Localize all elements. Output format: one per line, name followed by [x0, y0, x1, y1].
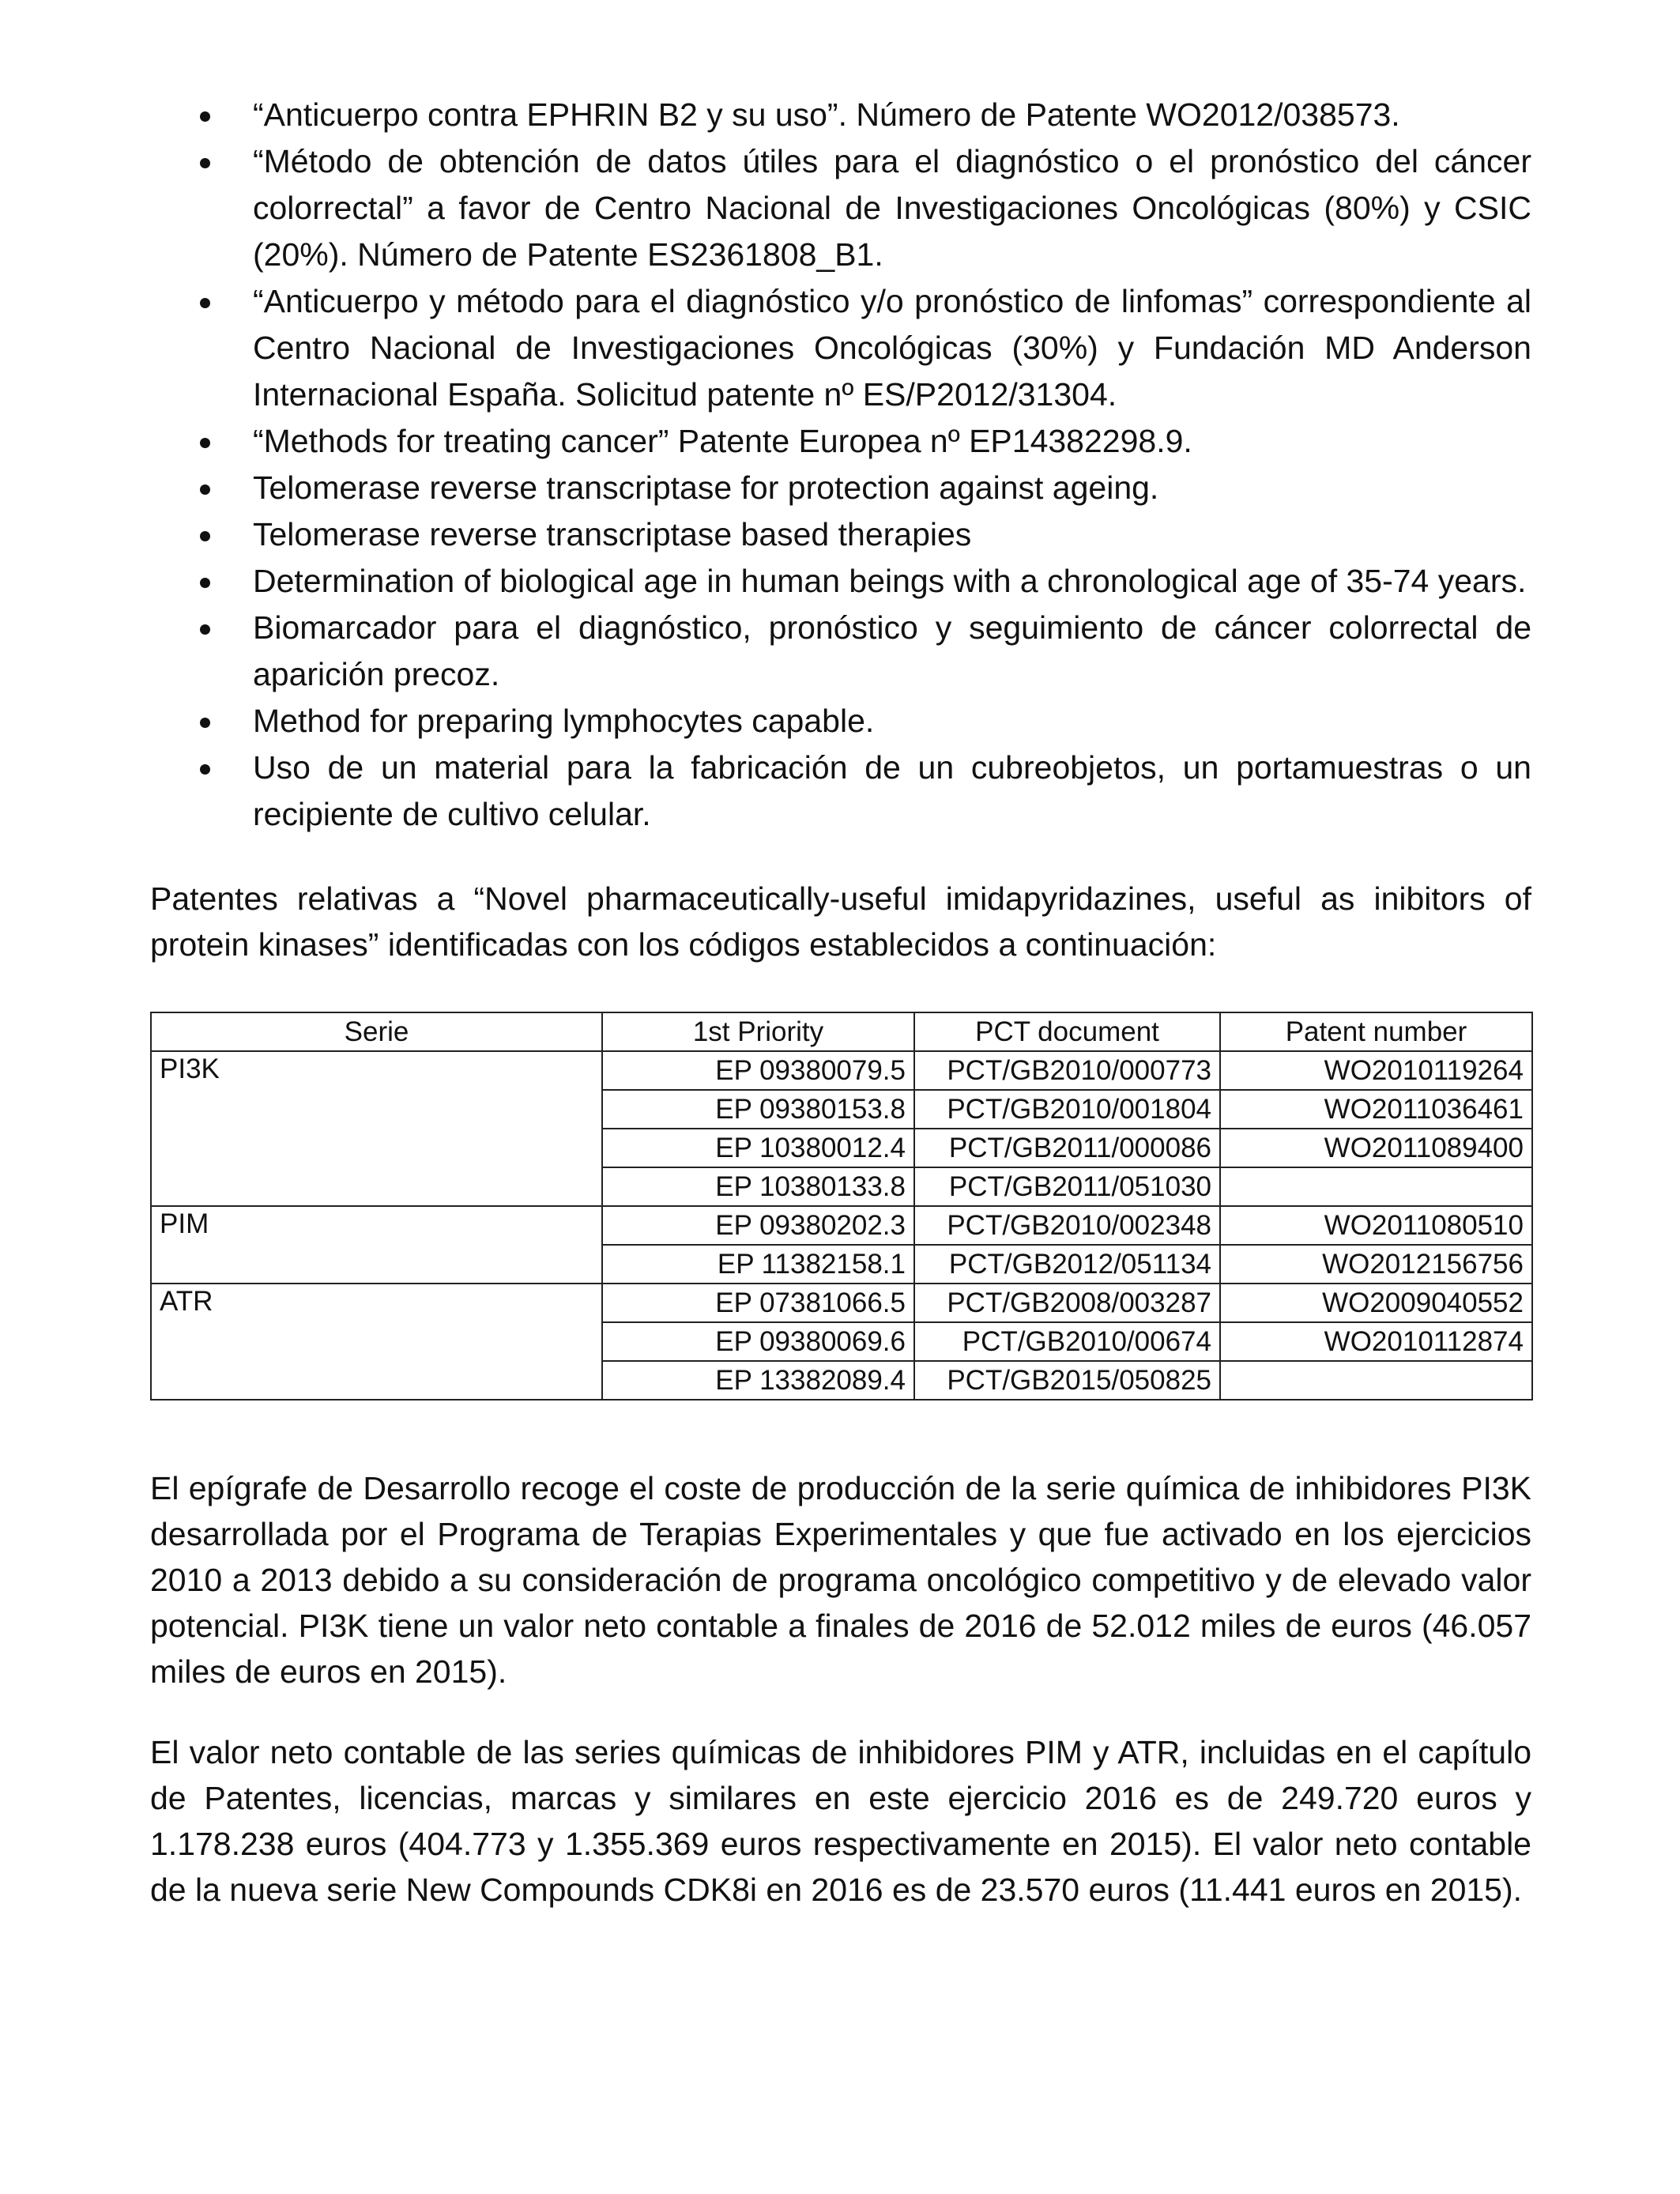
table-row	[151, 1206, 1532, 1245]
bullet-text: Telomerase reverse transcriptase for protection against ageing.	[253, 469, 1159, 506]
bullet-dot-icon	[200, 531, 210, 541]
pct-document-cell: PCT/GB2010/001804	[914, 1090, 1220, 1129]
bullet-dot-icon	[200, 438, 210, 448]
bullet-dot-icon	[200, 298, 210, 308]
table-body	[151, 1051, 1532, 1400]
bullet-dot-icon	[200, 111, 210, 122]
bullet-dot-icon	[200, 484, 210, 495]
pct-document-cell: PCT/GB2010/00674	[914, 1322, 1220, 1361]
priority-cell: EP 13382089.4	[602, 1361, 914, 1400]
priority-cell: EP 10380133.8	[602, 1167, 914, 1206]
bullet-text: “Método de obtención de datos útiles para el diagnóstico o el pronóstico del cáncer colorrectal” a favor de Centro Nacional de Investigaciones Oncológicas (80%) y CSIC (20%). Número de Patente ES2361808_B1.	[253, 143, 1531, 273]
bullet-item	[150, 465, 1531, 511]
priority-cell: EP 09380069.6	[602, 1322, 914, 1361]
bullet-item	[150, 745, 1531, 838]
patents-table	[150, 1012, 1533, 1400]
bullet-text: Determination of biological age in human beings with a chronological age of 35-74 years.	[253, 563, 1527, 599]
bullet-text: “Anticuerpo y método para el diagnóstico y/o pronóstico de linfomas” correspondiente al Centro Nacional de Investigaciones Oncológicas (30%) y Fundación MD Anderson Internacional España. Solicitud patente nº ES/P2012/31304.	[253, 283, 1531, 413]
patent-number-cell	[1220, 1361, 1532, 1400]
patent-number-cell: WO2009040552	[1220, 1284, 1532, 1322]
bullet-item	[150, 698, 1531, 745]
patent-number-cell	[1220, 1167, 1532, 1206]
table-intro-paragraph: Patentes relativas a “Novel pharmaceutically-useful imidapyridazines, useful as inibitors of protein kinases” identificadas con los códigos establecidos a continuación:	[150, 880, 1531, 963]
header-pct-document: PCT document	[914, 1012, 1220, 1051]
table-row	[151, 1284, 1532, 1322]
priority-cell: EP 11382158.1	[602, 1245, 914, 1284]
pct-document-cell: PCT/GB2010/002348	[914, 1206, 1220, 1245]
priority-cell: EP 10380012.4	[602, 1129, 914, 1167]
paragraph-valor-neto: El valor neto contable de las series químicas de inhibidores PIM y ATR, incluidas en el capítulo de Patentes, licencias, marcas y similares en este ejercicio 2016 es de 249.720 euros y 1.178.238 euros (404.773 y 1.355.369 euros respectivamente en 2015). El valor neto contable de la nueva serie New Compounds CDK8i en 2016 es de 23.570 euros (11.441 euros en 2015).	[150, 1734, 1531, 1908]
bullet-dot-icon	[200, 718, 210, 728]
bullet-dot-icon	[200, 578, 210, 588]
bullet-item	[150, 138, 1531, 278]
pct-document-cell: PCT/GB2010/000773	[914, 1051, 1220, 1090]
pct-document-cell: PCT/GB2011/000086	[914, 1129, 1220, 1167]
priority-cell: EP 09380079.5	[602, 1051, 914, 1090]
bullet-text: Method for preparing lymphocytes capable.	[253, 703, 875, 739]
bullet-item	[150, 92, 1531, 138]
pct-document-cell: PCT/GB2012/051134	[914, 1245, 1220, 1284]
page-content	[150, 92, 1531, 1913]
priority-cell: EP 07381066.5	[602, 1284, 914, 1322]
patent-number-cell: WO2011036461	[1220, 1090, 1532, 1129]
table-header-row	[151, 1012, 1532, 1051]
priority-cell: EP 09380153.8	[602, 1090, 914, 1129]
bullet-item	[150, 278, 1531, 418]
bullet-text: Telomerase reverse transcriptase based therapies	[253, 516, 972, 552]
bullet-item	[150, 511, 1531, 558]
pct-document-cell: PCT/GB2015/050825	[914, 1361, 1220, 1400]
patent-number-cell: WO2011080510	[1220, 1206, 1532, 1245]
bullet-dot-icon	[200, 624, 210, 635]
bullet-text: Uso de un material para la fabricación de un cubreobjetos, un portamuestras o un recipiente de cultivo celular.	[253, 749, 1531, 832]
priority-cell: EP 09380202.3	[602, 1206, 914, 1245]
table-row	[151, 1051, 1532, 1090]
header-patent-number: Patent number	[1220, 1012, 1532, 1051]
bullet-dot-icon	[200, 764, 210, 775]
patent-bullet-list	[150, 92, 1531, 838]
header-1st-priority: 1st Priority	[602, 1012, 914, 1051]
header-serie: Serie	[151, 1012, 602, 1051]
bullet-text: “Anticuerpo contra EPHRIN B2 y su uso”. Número de Patente WO2012/038573.	[253, 96, 1400, 133]
bullet-item	[150, 605, 1531, 698]
patent-number-cell: WO2012156756	[1220, 1245, 1532, 1284]
serie-cell: PI3K	[151, 1051, 602, 1206]
bullet-item	[150, 558, 1531, 605]
pct-document-cell: PCT/GB2011/051030	[914, 1167, 1220, 1206]
patent-number-cell: WO2010112874	[1220, 1322, 1532, 1361]
paragraph-desarrollo: El epígrafe de Desarrollo recoge el coste de producción de la serie química de inhibidores PI3K desarrollada por el Programa de Terapias Experimentales y que fue activado en los ejercicios 2010 a 2013 debido a su consideración de programa oncológico competitivo y de elevado valor potencial. PI3K tiene un valor neto contable a finales de 2016 de 52.012 miles de euros (46.057 miles de euros en 2015).	[150, 1470, 1531, 1690]
bullet-item	[150, 418, 1531, 465]
patent-number-cell: WO2011089400	[1220, 1129, 1532, 1167]
serie-cell: PIM	[151, 1206, 602, 1284]
bullet-text: “Methods for treating cancer” Patente Europea nº EP14382298.9.	[253, 423, 1192, 459]
bullet-dot-icon	[200, 158, 210, 168]
pct-document-cell: PCT/GB2008/003287	[914, 1284, 1220, 1322]
patent-number-cell: WO2010119264	[1220, 1051, 1532, 1090]
bullet-text: Biomarcador para el diagnóstico, pronóstico y seguimiento de cáncer colorrectal de aparición precoz.	[253, 609, 1531, 692]
serie-cell: ATR	[151, 1284, 602, 1400]
